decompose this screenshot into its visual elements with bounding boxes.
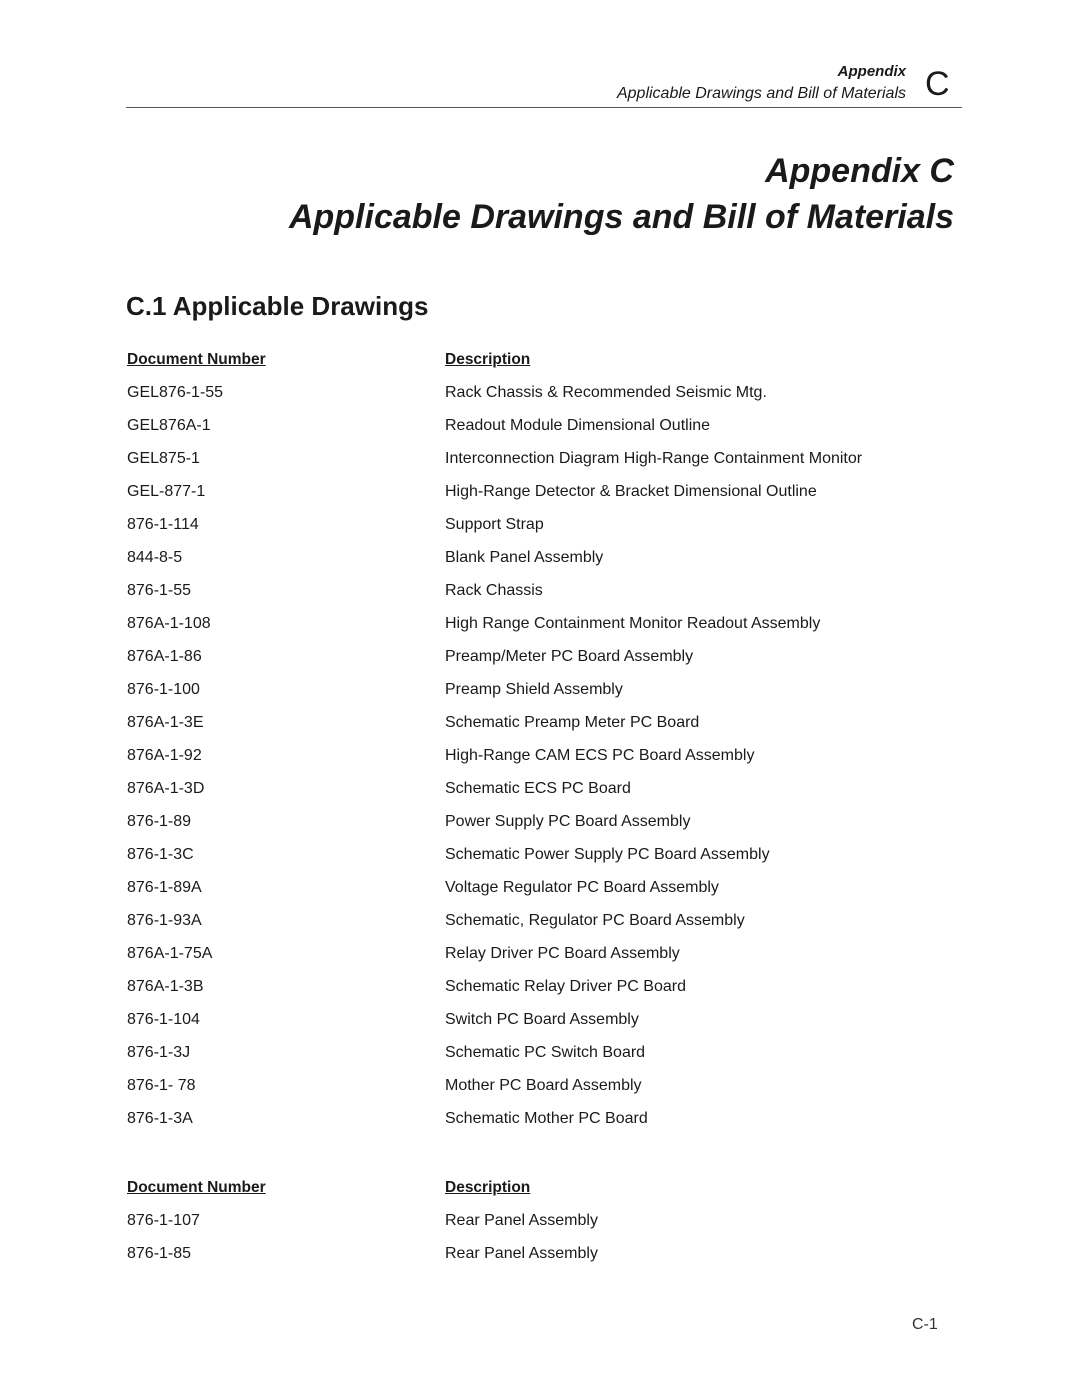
- table-row: [127, 937, 947, 970]
- header-document-number: Document Number: [127, 1178, 266, 1196]
- document-number-cell: 876-1-89: [127, 812, 192, 830]
- document-number-cell: 876-1-89A: [127, 878, 202, 896]
- table-row: [127, 706, 947, 739]
- title-subtitle: Applicable Drawings and Bill of Materials: [288, 198, 954, 236]
- section-heading: C.1 Applicable Drawings: [126, 291, 429, 321]
- table-body: [127, 376, 947, 1135]
- table-row: [127, 673, 947, 706]
- document-number-cell: 876A-1-75A: [127, 944, 213, 962]
- running-header-letter: C: [925, 65, 950, 103]
- drawings-table-continued: [127, 1171, 947, 1270]
- table-row: [127, 904, 947, 937]
- table-row: [127, 739, 947, 772]
- table-row: [127, 541, 947, 574]
- table-row: [127, 970, 947, 1003]
- document-number-cell: GEL876-1-55: [127, 383, 224, 401]
- table-row: [127, 1069, 947, 1102]
- header-description: Description: [445, 350, 531, 368]
- table-header: [127, 343, 947, 376]
- table-body: [127, 1204, 947, 1270]
- description-cell: Rear Panel Assembly: [445, 1244, 598, 1262]
- document-number-cell: 876-1-93A: [127, 911, 202, 929]
- description-cell: Rack Chassis & Recommended Seismic Mtg.: [445, 383, 767, 401]
- header-description: Description: [445, 1178, 531, 1196]
- document-number-cell: 876A-1-108: [127, 614, 211, 632]
- table-row: [127, 1102, 947, 1135]
- table-row: [127, 1237, 947, 1270]
- table-header: [127, 1171, 947, 1204]
- description-cell: Schematic Preamp Meter PC Board: [445, 713, 700, 731]
- description-cell: Relay Driver PC Board Assembly: [445, 944, 680, 962]
- description-cell: Readout Module Dimensional Outline: [445, 416, 711, 434]
- table-row: [127, 409, 947, 442]
- table-row: [127, 574, 947, 607]
- table-row: [127, 607, 947, 640]
- description-cell: Schematic Mother PC Board: [445, 1109, 648, 1127]
- document-number-cell: 876-1-107: [127, 1211, 200, 1229]
- description-cell: High-Range CAM ECS PC Board Assembly: [445, 746, 755, 764]
- description-cell: High-Range Detector & Bracket Dimensional Outline: [445, 482, 817, 500]
- description-cell: Power Supply PC Board Assembly: [445, 812, 691, 830]
- description-cell: Mother PC Board Assembly: [445, 1076, 642, 1094]
- document-number-cell: 876A-1-92: [127, 746, 202, 764]
- document-number-cell: 876-1-3C: [127, 845, 194, 863]
- document-number-cell: 876-1-3A: [127, 1109, 193, 1127]
- table-row: [127, 640, 947, 673]
- document-number-cell: GEL-877-1: [127, 482, 206, 500]
- document-number-cell: GEL875-1: [127, 449, 200, 467]
- table-row: [127, 805, 947, 838]
- description-cell: Preamp Shield Assembly: [445, 680, 623, 698]
- running-header-appendix: Appendix: [837, 63, 906, 80]
- table-row: [127, 508, 947, 541]
- description-cell: Switch PC Board Assembly: [445, 1010, 639, 1028]
- document-number-cell: 876A-1-86: [127, 647, 202, 665]
- title-appendix: Appendix C: [765, 152, 954, 190]
- document-number-cell: 876A-1-3B: [127, 977, 204, 995]
- drawings-table: [127, 343, 947, 1135]
- description-cell: Schematic ECS PC Board: [445, 779, 631, 797]
- document-number-cell: 876-1-85: [127, 1244, 192, 1262]
- description-cell: Schematic PC Switch Board: [445, 1043, 646, 1061]
- document-number-cell: 876A-1-3D: [127, 779, 205, 797]
- description-cell: Rack Chassis: [445, 581, 543, 599]
- description-cell: Voltage Regulator PC Board Assembly: [445, 878, 719, 896]
- document-number-cell: 876-1-100: [127, 680, 200, 698]
- document-number-cell: 876-1-3J: [127, 1043, 191, 1061]
- header-document-number: Document Number: [127, 350, 266, 368]
- document-number-cell: GEL876A-1: [127, 416, 211, 434]
- description-cell: Support Strap: [445, 515, 544, 533]
- running-header-text: [617, 62, 906, 106]
- description-cell: Schematic Relay Driver PC Board: [445, 977, 686, 995]
- document-number-cell: 876-1-104: [127, 1010, 200, 1028]
- table-row: [127, 871, 947, 904]
- description-cell: Rear Panel Assembly: [445, 1211, 598, 1229]
- document-number-cell: 876-1- 78: [127, 1076, 196, 1094]
- page-number: C-1: [912, 1316, 938, 1333]
- document-number-cell: 876-1-114: [127, 515, 199, 533]
- description-cell: High Range Containment Monitor Readout Assembly: [445, 614, 821, 632]
- table-row: [127, 442, 947, 475]
- running-header-subtitle: Applicable Drawings and Bill of Materials: [616, 85, 906, 102]
- description-cell: Preamp/Meter PC Board Assembly: [445, 647, 694, 665]
- table-row: [127, 475, 947, 508]
- document-number-cell: 876-1-55: [127, 581, 192, 599]
- table-row: [127, 772, 947, 805]
- description-cell: Schematic, Regulator PC Board Assembly: [445, 911, 745, 929]
- table-row: [127, 1204, 947, 1237]
- table-row: [127, 838, 947, 871]
- document-number-cell: 876A-1-3E: [127, 713, 204, 731]
- document-number-cell: 844-8-5: [127, 548, 183, 566]
- page-title: [289, 148, 954, 240]
- description-cell: Blank Panel Assembly: [445, 548, 604, 566]
- header-rule: [126, 107, 962, 108]
- table-row: [127, 1003, 947, 1036]
- description-cell: Schematic Power Supply PC Board Assembly: [445, 845, 770, 863]
- table-row: [127, 376, 947, 409]
- description-cell: Interconnection Diagram High-Range Containment Monitor: [445, 449, 863, 467]
- table-row: [127, 1036, 947, 1069]
